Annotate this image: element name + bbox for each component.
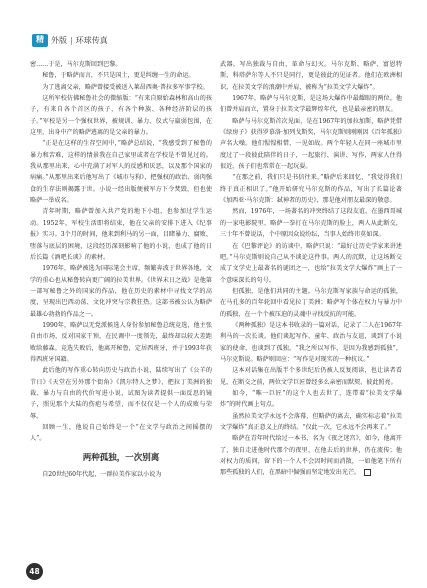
logo-glyph: 精 <box>36 35 44 44</box>
paragraph: 1990年，略萨以无党派候选人身份参加秘鲁总统竞选，他主张自由市场、反对国家干预，在民调中一度领先，最终却以较大差距败给藤森。竞选失败后，他离开秘鲁，定居西班牙，并于1993年获得西班牙国籍。 <box>30 321 212 363</box>
header-separator: | <box>70 35 73 45</box>
paragraph: 秘鲁，于略萨而言，不只是国土，更是纠缠一生的命运。 <box>42 72 195 80</box>
paragraph: 《两种孤独》是这本书收录的一篇对话，记录了二人在1967年利马的一次长谈。他们谈起写作、童年、政治与友谊，谈到了小说家的使命，也谈到了孤独。“我之所以写作，是因为我感到孤独”，马尔克斯说。略萨则回应：“写作是对现实的一种抗议。” <box>220 321 402 363</box>
paragraph: 略萨在青年时代给过一本书，名为《夜之迷宫》，如今，他离开了，独自走进他时代那个的夜里，在他去后的世界，仍在流传；他对权力的质问，留下的一个人不会因时间而消散，一如他笔下所有那些孤独的人们，在黑暗中倔强而坚定地发出光芒。 <box>220 435 402 477</box>
column-name: 环球传真 <box>75 35 108 45</box>
paragraph: 略萨与马尔克斯首次见面，是在1967年的加拉加斯，略萨凭借《绿房子》获得罗慕洛·加列戈斯奖，马尔克斯则刚刚因《百年孤独》声名大噪。他们惺惺相惜，一见如故。两个年轻人在同一座城市里度过了一段彼此陪伴的日子，一起旅行、演讲、写作，两家人住得很近，孩子们也常常在一起玩耍。 <box>220 117 402 171</box>
paragraph: 武器，写出独裁与自由、革命与幻灭。马尔克斯、略萨、富恩特斯、科塔萨尔等人不只是同行，更是彼此的见证者。他们在欧洲相识，在拉美文学的浪潮中并肩，被称为“拉美文学大爆炸”。 <box>220 61 402 91</box>
section-name: 外版 <box>51 35 67 45</box>
paragraph: 密……于是，马尔克斯回到巴黎。 <box>30 61 122 68</box>
section-header <box>32 33 108 47</box>
paragraph: 回顾一生，他说自己始终是一个“在文学与政治之间摇摆的人”。 <box>30 424 212 443</box>
page-number: 48 <box>26 563 43 580</box>
paragraph: 这所军校仿佛秘鲁社会的微缩版：“有来自原始森林和高山的孩子，有来自各个首区的孩子，有各个种族、各种经济阶层的孩子。”军校是另一个强权世界，被规训、暴力、仪式与羸弱包围，在这里，出身中产的略萨逃离的是父亲的暴力。 <box>30 95 212 137</box>
paragraph: 但孤独，是他们共同的主题。马尔克斯写家族与命运的孤独，在马孔多的百年轮回中看见拉丁美洲；略萨写个体在权力与暴力中的孤独，在一个个被压迫的灵魂中寻找反抗的可能。 <box>220 287 402 318</box>
paragraph: 然而，1976年，一场著名的冲突终结了这段友谊。在墨西哥城的一家电影院里，略萨一拳打在马尔克斯的脸上，两人从此断交，三十年不曾说话，个中原因众说纷纭，当事人始终讳莫如深。 <box>220 208 402 239</box>
paragraph: 自20世纪60年代起，一群拉美作家以小说为 <box>42 470 162 478</box>
paragraph: “在那之前，我们只是书信往来，”略萨后来回忆，“我觉得我们终于真正相识了。”他开始研究马尔克斯的作品，写出了长篇论著《加西亚·马尔克斯：弑神者的历史》，那是他对朋友最深的敬意。 <box>220 174 402 205</box>
paragraph: 虽然拉美文学永远不会落幕，但略萨的离去，确实标志着“拉美文学爆炸”真正意义上的终结。“仅此一次，它永远不会再来了。” <box>220 412 402 431</box>
right-column <box>220 59 402 479</box>
paragraph: 如今，“唯一巨匠”的这个人也去世了，连带着“拉美文学爆炸”的时代画上句点。 <box>220 389 402 409</box>
left-column <box>30 59 212 480</box>
paragraph: 为了逃离父亲，略萨曾接受被送入莱昂西奥·普拉多军事学校。 <box>42 83 209 91</box>
paragraph: 1976年，略萨被选为国际笔会主席，频繁奔波于世界各地，文学的重心也从秘鲁转向更广阔的拉美世界。《世界末日之战》是他第一部写秘鲁之外的国家的作品，他在历史的素材中寻找文学的高度，呈现出巴西动荡、文化冲突与宗教狂热。这部书被公认为略萨最雄心勃勃的作品之一。 <box>30 265 212 318</box>
section-subheading: 两种孤独，一次别离 <box>82 452 160 463</box>
paragraph: “正是在这样的生存空间中，”略萨总结说，“我感受到了秘鲁的暴力和苦难，这样的情景我在自己家里或者在学校是不曾见过的。我从那里出来，心中充满了对军人的反感和厌恶，以及那个国家的病痛。”从那里出来后他写出了《城市与狗》，把强权的政治、弱肉强食的生存法则揭露于世。小说一经出版便被军方下令焚毁，但也使略萨一举成名。 <box>30 140 212 205</box>
paragraph: 1967年，略萨与马尔克斯，是这场大爆炸中最耀眼的两位。他们曾并肩而立，置身于拉美文学最辉煌年代，也是最亲密的朋友。 <box>220 95 402 114</box>
paragraph: 这本对话集在出版半个多世纪后仍被人反复阅读，也让读者看见，在断交之前，两位文学巨匠曾经多么亲密而默契，彼此照亮。 <box>220 367 402 386</box>
paragraph: 此后他的写作重心转向历史与政治小说，陆续写出了《公羊的节日》《天堂在另外那个街角》《凯尔特人之梦》，把拉丁美洲的独裁、暴力与自由的代价写进小说，试图为读者提供一面反思的镜子，照见那个大陆的伤疤与希望，而不仅仅是一个人的成败与荣辱。 <box>30 367 212 420</box>
section-logo <box>32 34 48 47</box>
paragraph: 在《巴黎评论》的访谈中，略萨只说：“最好让历史学家来讲述吧。”马尔克斯则说自己从不谈论这件事。两人的沉默，让这场断交成了文学史上最著名的谜团之一，也给“拉美文学大爆炸”画上了一个意味深长的句号。 <box>220 242 402 284</box>
end-of-article-mark <box>364 469 371 476</box>
paragraph: 青年时期，略萨曾加入共产党的地下小组，也参加过学生运动。1952年，军校生活即将结束，他在父亲的安排下进入《纪事报》实习。3个月的时间，他来到利马的另一面，目睹暴力、腐败、堕落与底层的困境，这段经历深刻影响了他的小说，也成了他的日后长篇《酒吧长谈》的素材。 <box>30 208 212 261</box>
